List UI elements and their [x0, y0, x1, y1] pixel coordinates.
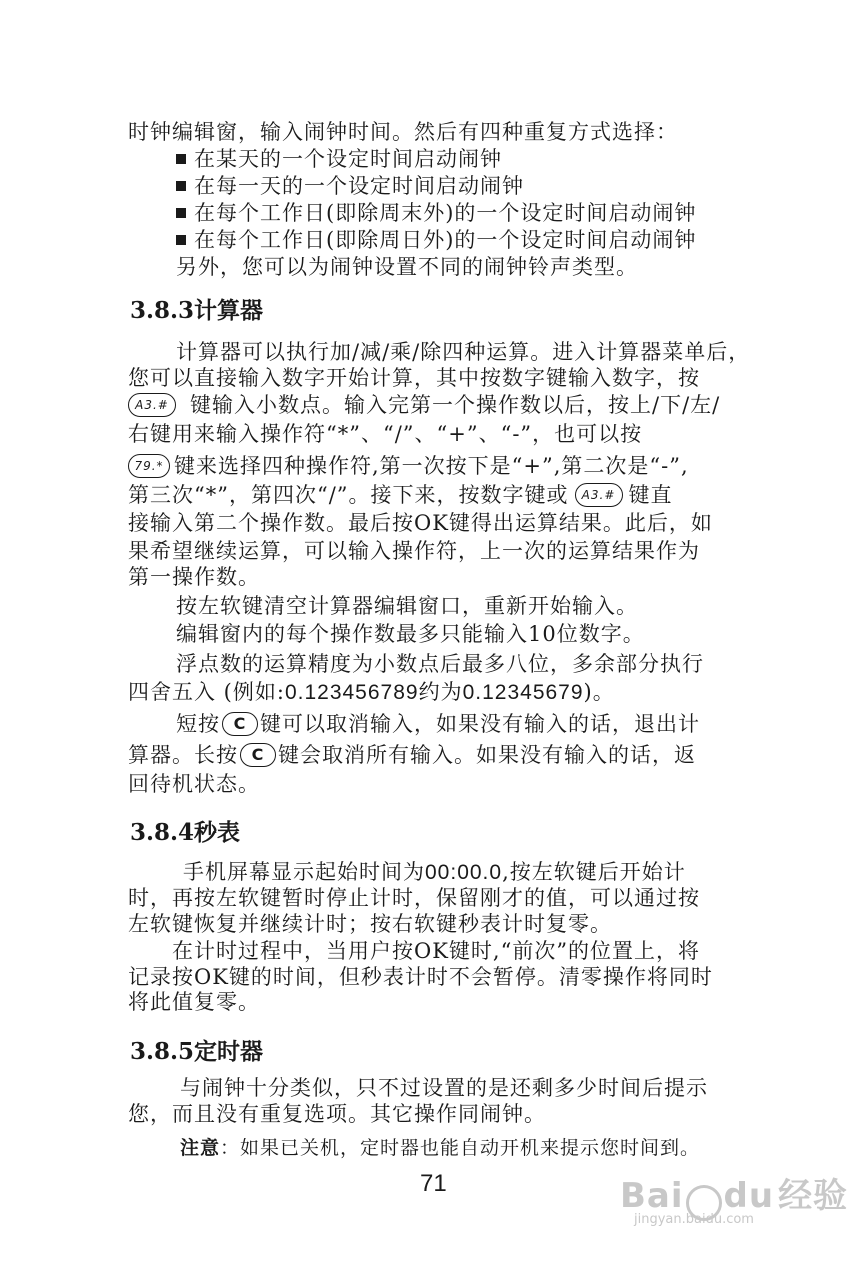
bullet-square-icon [176, 154, 186, 164]
bullet-item: 在某天的一个设定时间启动闹钟 [176, 145, 502, 173]
paragraph-line: 时，再按左软键暂时停止计时，保留刚才的值，可以通过按 [128, 886, 700, 910]
page-number: 71 [420, 1170, 447, 1197]
star-key-icon: A3.# [128, 393, 176, 417]
section-heading-stopwatch: 3.8.4秒表 [130, 819, 241, 846]
paragraph-line: 四舍五入 (例如:0.123456789约为0.12345679)。 [128, 680, 615, 704]
star-key-icon: A3.# [575, 483, 623, 507]
hash-key-icon: 79.* [128, 454, 170, 478]
paragraph-line: 手机屏幕显示起始时间为00:00.0,按左软键后开始计 [183, 860, 686, 884]
intro-line: 时钟编辑窗，输入闹钟时间。然后有四种重复方式选择： [128, 120, 678, 144]
paragraph-line: 计算器可以执行加/减/乘/除四种运算。进入计算器菜单后， [176, 340, 751, 364]
paragraph-line: 在计时过程中，当用户按OK键时,“前次”的位置上，将 [172, 939, 701, 963]
paragraph-line: 79.* 键来选择四种操作符,第一次按下是“+”,第二次是“-”, [128, 452, 689, 480]
paragraph-line: 您，而且没有重复选项。其它操作同闹钟。 [128, 1102, 546, 1126]
paragraph-line: 浮点数的运算精度为小数点后最多八位，多余部分执行 [176, 652, 704, 676]
paragraph-line: 左软键恢复并继续计时；按右软键秒表计时复零。 [128, 912, 612, 936]
paragraph-line: 按左软键清空计算器编辑窗口，重新开始输入。 [176, 594, 638, 618]
paragraph-line: 短按 C 键可以取消输入，如果没有输入的话，退出计 [176, 712, 700, 736]
bullet-item: 在每一天的一个设定时间启动闹钟 [176, 172, 524, 200]
paragraph-line: 记录按OK键的时间，但秒表计时不会暂停。清零操作将同时 [128, 965, 713, 989]
paragraph-line: 果希望继续运算，可以输入操作符，上一次的运算结果作为 [128, 539, 700, 563]
paragraph-line: 将此值复零。 [128, 990, 260, 1014]
note-line: 注意：如果已关机，定时器也能自动开机来提示您时间到。 [180, 1137, 701, 1159]
section-heading-timer: 3.8.5定时器 [130, 1038, 264, 1065]
section-heading-calculator: 3.8.3计算器 [130, 297, 264, 324]
intro-extra: 另外，您可以为闹钟设置不同的闹钟铃声类型。 [176, 255, 638, 279]
paragraph-line: 第一操作数。 [128, 565, 260, 589]
paragraph-line: 算器。长按 C 键会取消所有输入。如果没有输入的话，返 [128, 743, 696, 767]
baidu-watermark: Bai du 经验 jingyan.baidu.com [620, 1176, 849, 1227]
bullet-item: 在每个工作日(即除周日外)的一个设定时间启动闹钟 [176, 226, 696, 254]
paragraph-line: 第三次“*”，第四次“/”。接下来，按数字键或 A3.# 键直 [128, 483, 673, 507]
paragraph-line: A3.# 键输入小数点。输入完第一个操作数以后，按上/下/左/ [128, 391, 720, 419]
paragraph-line: 您可以直接输入数字开始计算，其中按数字键输入数字，按 [128, 366, 700, 390]
paragraph-line: 接输入第二个操作数。最后按OK键得出运算结果。此后，如 [128, 511, 713, 535]
bullet-square-icon [176, 208, 186, 218]
c-key-icon: C [222, 712, 258, 736]
paragraph-line: 编辑窗内的每个操作数最多只能输入10位数字。 [176, 622, 645, 646]
c-key-icon: C [240, 743, 276, 767]
paragraph-line: 右键用来输入操作符“*”、“/”、“+”、“-”，也可以按 [128, 422, 643, 446]
note-label: 注意 [180, 1137, 221, 1159]
bullet-item: 在每个工作日(即除周末外)的一个设定时间启动闹钟 [176, 199, 696, 227]
paragraph-line: 回待机状态。 [128, 772, 260, 796]
bullet-square-icon [176, 235, 186, 245]
paragraph-line: 与闹钟十分类似，只不过设置的是还剩多少时间后提示 [180, 1076, 708, 1100]
bullet-square-icon [176, 181, 186, 191]
watermark-url: jingyan.baidu.com [634, 1212, 754, 1227]
